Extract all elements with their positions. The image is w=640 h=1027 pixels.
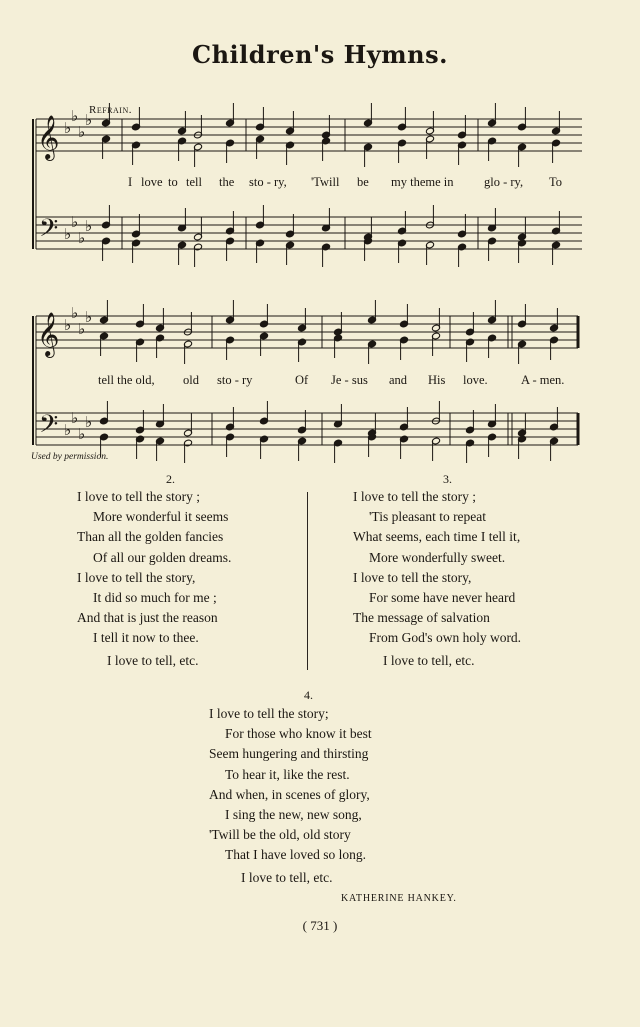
flat-sign: ♭	[71, 409, 79, 427]
lyric-syllable: love	[141, 175, 163, 189]
lyric-syllable: Je - sus	[331, 373, 368, 387]
lyric-syllable: the	[219, 175, 235, 189]
verse-line: The message of salvation	[353, 610, 490, 626]
verse-3	[353, 487, 521, 649]
verse-line: More wonderful it seems	[93, 509, 229, 525]
page-number: ( 731 )	[302, 918, 338, 933]
verse-line: I sing the new, new song,	[225, 807, 362, 823]
verse-line: From God's own holy word.	[369, 630, 522, 646]
music-score	[0, 0, 640, 470]
verse-line: Seem hungering and thirsting	[209, 746, 369, 762]
lyric-syllable: 'Twill	[311, 175, 340, 189]
verse-line: For those who know it best	[225, 726, 372, 742]
lyric-syllable: His	[428, 373, 446, 387]
verse-2	[77, 487, 231, 649]
lyric-syllable: and	[389, 373, 408, 387]
lyric-syllable: sto - ry,	[249, 175, 287, 189]
verse-line: That I have loved so long.	[225, 847, 366, 863]
lyric-syllable: To	[549, 175, 563, 189]
flat-sign: ♭	[71, 304, 79, 322]
verse-line: I love to tell the story,	[353, 569, 472, 585]
flat-sign: ♭	[64, 316, 72, 334]
verse-line: More wonderfully sweet.	[369, 549, 506, 565]
verse-line: I tell it now to thee.	[93, 630, 199, 646]
lyric-syllable: tell the old,	[98, 373, 155, 387]
flat-sign: ♭	[78, 320, 86, 338]
verse-line: To hear it, like the rest.	[225, 766, 350, 782]
verse-line: I love to tell the story ;	[353, 489, 476, 504]
permission-note: Used by permission.	[31, 452, 109, 462]
verse-line: I love to tell the story ;	[77, 489, 200, 504]
flat-sign: ♭	[78, 229, 86, 247]
treble-clef: 𝄞	[37, 115, 60, 159]
verse-line: I love to tell the story;	[209, 706, 329, 721]
flat-sign: ♭	[85, 217, 93, 235]
author-credit: KATHERINE HANKEY.	[341, 893, 457, 904]
bass-clef: 𝄢	[39, 410, 59, 445]
lyric-syllable: love.	[463, 373, 488, 387]
verse-4-refrain: I love to tell, etc.	[241, 870, 333, 885]
page-title: Children's Hymns.	[192, 40, 448, 69]
verse-line: It did so much for me ;	[93, 590, 217, 606]
flat-sign: ♭	[71, 213, 79, 231]
verse-4-number: 4.	[304, 688, 313, 702]
verse-2-number: 2.	[166, 472, 175, 486]
flat-sign: ♭	[85, 413, 93, 431]
flat-sign: ♭	[64, 421, 72, 439]
flat-sign: ♭	[78, 123, 86, 141]
flat-sign: ♭	[64, 119, 72, 137]
lyric-syllable: I	[128, 175, 133, 189]
verse-line: Of all our golden dreams.	[93, 549, 232, 565]
verse-line: I love to tell the story,	[77, 569, 196, 585]
refrain-label: Refrain.	[89, 104, 132, 116]
treble-clef: 𝄞	[37, 312, 60, 356]
flat-sign: ♭	[78, 425, 86, 443]
verse-line: What seems, each time I tell it,	[353, 529, 521, 545]
verse-line: Than all the golden fancies	[77, 529, 224, 545]
verse-2-refrain: I love to tell, etc.	[107, 653, 199, 668]
verse-line: 'Tis pleasant to repeat	[369, 509, 487, 525]
verse-line: And that is just the reason	[77, 610, 218, 626]
lyric-syllable: sto - ry	[217, 373, 253, 387]
verse-line: For some have never heard	[369, 590, 516, 606]
flat-sign: ♭	[85, 308, 93, 326]
verse-line: 'Twill be the old, old story	[209, 827, 351, 843]
lyric-syllable: be	[357, 175, 369, 189]
bass-clef: 𝄢	[39, 214, 59, 249]
flat-sign: ♭	[64, 225, 72, 243]
lyric-syllable: glo - ry,	[484, 175, 524, 189]
lyric-syllable: Of	[295, 373, 309, 387]
verse-3-number: 3.	[443, 472, 452, 486]
lyric-syllable: tell	[186, 175, 202, 189]
verse-4	[209, 704, 372, 866]
lyric-syllable: A - men.	[521, 373, 565, 387]
verse-3-refrain: I love to tell, etc.	[383, 653, 475, 668]
flat-sign: ♭	[71, 107, 79, 125]
verse-line: And when, in scenes of glory,	[209, 786, 370, 802]
lyric-syllable: to	[168, 175, 178, 189]
column-divider	[307, 492, 308, 670]
lyric-syllable: old	[183, 373, 199, 387]
flat-sign: ♭	[85, 111, 93, 129]
lyric-syllable: my theme in	[391, 175, 454, 189]
